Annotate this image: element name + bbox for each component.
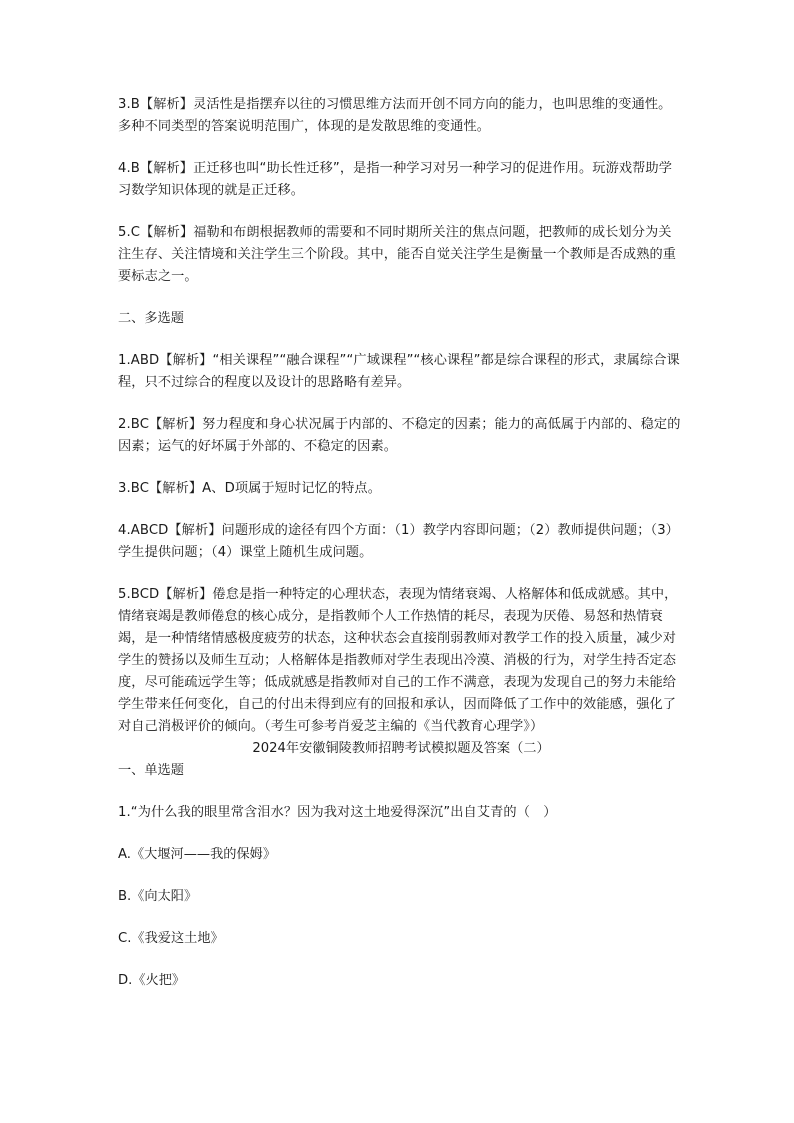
- section-heading-single-choice: 一、单选题: [118, 763, 184, 778]
- section-heading-multiple-choice: 二、多选题: [118, 311, 184, 326]
- question-1: 1.“为什么我的眼里常含泪水？因为我对这土地爱得深沉”出自艾青的（ ）: [118, 805, 557, 820]
- multi-answer-5: 5.BCD【解析】倦怠是指一种特定的心理状态，表现为情绪衰竭、人格解体和低成就感。其中，情绪衰竭是教师倦怠的核心成分，是指教师个人工作热情的耗尽，表现为厌倦、易怒和热情衰竭，是一种情绪情感极度疲劳的状态，这种状态会直接削弱教师对教学工作的投入质量，减少对学生的赞扬以及师生互动；人格解体是指教师对学生表现出冷漠、消极的行为，对学生持否定态度，尽可能疏远学生等；低成就感是指教师对自己的工作不满意，表现为发现自己的努力未能给学生带来任何变化，自己的付出未得到应有的回报和承认，因而降低了工作中的效能感，强化了对自己消极评价的倾向。（考生可参考肖爱芝主编的《当代教育心理学》）: [118, 587, 678, 734]
- answer-5: 5.C【解析】福勒和布朗根据教师的需要和不同时期所关注的焦点问题，把教师的成长划分为关注生存、关注情境和关注学生三个阶段。其中，能否自觉关注学生是衡量一个教师是否成熟的重要标志之一。: [118, 225, 677, 284]
- multi-answer-2: 2.BC【解析】努力程度和身心状况属于内部的、不稳定的因素；能力的高低属于内部的、稳定的因素；运气的好坏属于外部的、不稳定的因素。: [118, 417, 681, 454]
- option-b: B.《向太阳》: [118, 889, 198, 904]
- multi-answer-3: 3.BC【解析】A、D项属于短时记忆的特点。: [118, 481, 381, 496]
- exam-title: 2024年安徽铜陵教师招聘考试模拟题及答案（二）: [252, 741, 550, 756]
- multi-answer-4: 4.ABCD【解析】问题形成的途径有四个方面：（1）教学内容即问题；（2）教师提供问题；（3）学生提供问题；（4）课堂上随机生成问题。: [118, 523, 679, 560]
- answer-3: 3.B【解析】灵活性是指摆弃以往的习惯思维方法而开创不同方向的能力，也叫思维的变通性。多种不同类型的答案说明范围广，体现的是发散思维的变通性。: [118, 97, 672, 134]
- option-d: D.《火把》: [118, 973, 186, 988]
- answer-4: 4.B【解析】正迁移也叫“助长性迁移”，是指一种学习对另一种学习的促进作用。玩游戏帮助学习数学知识体现的就是正迁移。: [118, 161, 673, 198]
- option-a: A.《大堰河——我的保姆》: [118, 847, 277, 862]
- document-page: [118, 94, 684, 1012]
- option-c: C.《我爱这土地》: [118, 931, 224, 946]
- multi-answer-1: 1.ABD【解析】“相关课程”“融合课程”“广域课程”“核心课程”都是综合课程的形式，隶属综合课程，只不过综合的程度以及设计的思路略有差异。: [118, 353, 680, 390]
